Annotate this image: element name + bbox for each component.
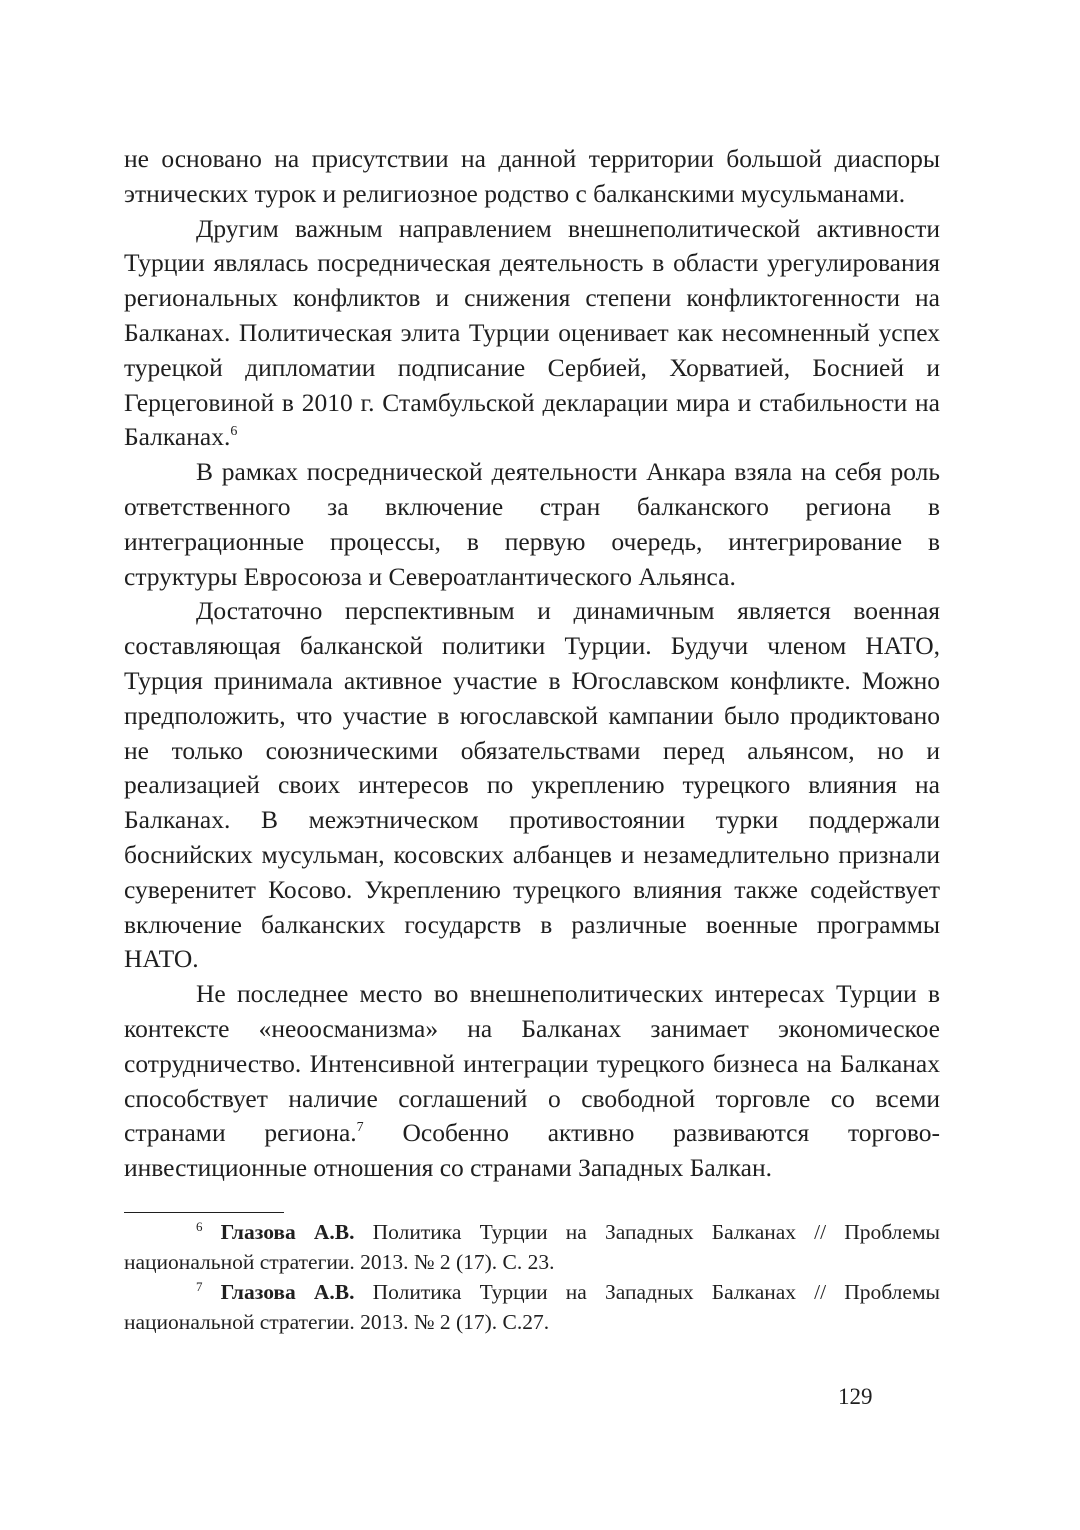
book-page bbox=[124, 142, 940, 1337]
main-text bbox=[124, 142, 940, 1186]
footnote bbox=[124, 1217, 940, 1277]
footnote-number: 6 bbox=[196, 1218, 203, 1234]
page-number: 129 bbox=[838, 1384, 873, 1409]
footnote-divider bbox=[124, 1212, 284, 1213]
footnote bbox=[124, 1277, 940, 1337]
footnote-author: Глазова А.В. bbox=[220, 1279, 355, 1304]
paragraph-text: В рамках посреднической деятельности Анкара взяла на себя роль ответственного за включение стран балканского региона в интеграционные процессы, в первую очередь, интегрирование в структуры Евросоюза и Североатлантического Альянса. bbox=[124, 457, 940, 591]
paragraph bbox=[124, 212, 940, 456]
footnote-text: Политика Турции на Западных Балканах // Проблемы национальной стратегии. 2013. № 2 (17). С.27. bbox=[124, 1279, 941, 1334]
paragraph-text: Другим важным направлением внешнеполитической активности Турции являлась посредническая деятельность в области урегулирования региональных конфликтов и снижения степени конфликтогенности на Балканах. Политическая элита Турции оценивает как несомненный успех турецкой дипломатии подписание Сербией, Хорватией, Боснией и Герцеговиной в 2010 г. Стамбульской декларации мира и стабильности на Балканах. bbox=[124, 213, 940, 452]
paragraph-text: Не последнее место во внешнеполитических интересах Турции в контексте «неоосманизма» на Балканах занимает экономическое сотрудничество. Интенсивной интеграции турецкого бизнеса на Балканах способствует наличие соглашений о свободной торговле со всеми странами региона. bbox=[124, 979, 940, 1148]
footnotes bbox=[124, 1217, 940, 1337]
paragraph bbox=[124, 142, 940, 212]
paragraph-text: не основано на присутствии на данной территории большой диаспоры этнических турок и религиозное родство с балканскими мусульманами. bbox=[124, 144, 940, 208]
paragraph bbox=[124, 594, 940, 977]
footnote-reference: 6 bbox=[230, 424, 238, 440]
paragraph bbox=[124, 455, 940, 594]
paragraph bbox=[124, 977, 940, 1186]
footnote-reference: 7 bbox=[356, 1120, 364, 1136]
footnote-number: 7 bbox=[196, 1278, 203, 1294]
footnote-text: Политика Турции на Западных Балканах // Проблемы национальной стратегии. 2013. № 2 (17). С. 23. bbox=[124, 1219, 941, 1274]
footnote-author: Глазова А.В. bbox=[220, 1219, 355, 1244]
paragraph-text: Особенно активно развиваются торгово-инвестиционные отношения со странами Западных Балкан. bbox=[124, 1118, 940, 1183]
paragraph-text: Достаточно перспективным и динамичным является военная составляющая балканской политики Турции. Будучи членом НАТО, Турция принимала активное участие в Югославском конфликте. Можно предположить, что участие в югославской кампании было продиктовано не только союзническими обязательствами перед альянсом, но и реализацией своих интересов по укреплению турецкого влияния на Балканах. В межэтническом противостоянии турки поддержали боснийских мусульман, косовских албанцев и незамедлительно признали суверенитет Косово. Укреплению турецкого влияния также содействует включение балканских государств в различные военные программы НАТО. bbox=[124, 596, 940, 974]
